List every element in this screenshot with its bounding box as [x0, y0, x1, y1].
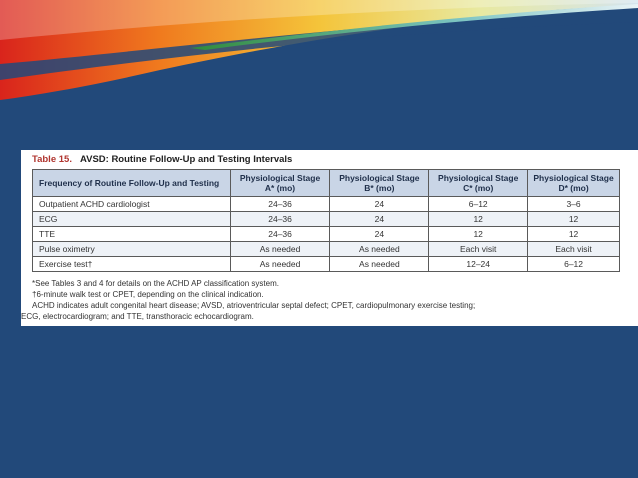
table-row — [33, 212, 620, 227]
table-cell: 24 — [330, 197, 429, 212]
table-number: Table 15. — [32, 154, 72, 165]
header-stage-d: Physiological Stage D* (mo) — [528, 170, 620, 197]
row-label: ECG — [33, 212, 231, 227]
table-cell: As needed — [330, 257, 429, 272]
table-cell: As needed — [230, 242, 330, 257]
header-stage-b: Physiological Stage B* (mo) — [330, 170, 429, 197]
row-label: Outpatient ACHD cardiologist — [33, 197, 231, 212]
table-row — [33, 197, 620, 212]
header-frequency: Frequency of Routine Follow-Up and Testing — [33, 170, 231, 197]
row-label: TTE — [33, 227, 231, 242]
footnote-dagger: †6-minute walk test or CPET, depending on the clinical indication. — [32, 290, 264, 299]
table-cell: 3–6 — [528, 197, 620, 212]
decorative-banner — [0, 0, 638, 110]
table-cell: 12 — [429, 212, 528, 227]
table-cell: 12–24 — [429, 257, 528, 272]
table-row — [33, 242, 620, 257]
row-label: Exercise test† — [33, 257, 231, 272]
table-row — [33, 227, 620, 242]
table-cell: 12 — [528, 227, 620, 242]
table-cell: 24–36 — [230, 197, 330, 212]
table-caption — [32, 154, 292, 165]
table-cell: 24 — [330, 212, 429, 227]
header-stage-c: Physiological Stage C* (mo) — [429, 170, 528, 197]
table-cell: 12 — [528, 212, 620, 227]
table-cell: As needed — [330, 242, 429, 257]
table-row — [33, 257, 620, 272]
footnote-abbreviations: ACHD indicates adult congenital heart disease; AVSD, atrioventricular septal defect; CPET, cardiopulmonary exercise testing; — [32, 301, 476, 310]
header-stage-a: Physiological Stage A* (mo) — [230, 170, 330, 197]
table-title: AVSD: Routine Follow-Up and Testing Intervals — [79, 154, 293, 165]
table-cell: Each visit — [528, 242, 620, 257]
table-footnotes — [21, 278, 633, 322]
table-cell: 12 — [429, 227, 528, 242]
table-header-row — [33, 170, 620, 197]
table-cell: 6–12 — [429, 197, 528, 212]
table-cell: As needed — [230, 257, 330, 272]
follow-up-table — [32, 169, 620, 272]
footnote-abbreviations-cont: ECG, electrocardiogram; and TTE, transthoracic echocardiogram. — [21, 312, 254, 321]
table-cell: Each visit — [429, 242, 528, 257]
table-cell: 24–36 — [230, 227, 330, 242]
table-cell: 24 — [330, 227, 429, 242]
row-label: Pulse oximetry — [33, 242, 231, 257]
footnote-star: *See Tables 3 and 4 for details on the ACHD AP classification system. — [32, 279, 279, 288]
table-cell: 24–36 — [230, 212, 330, 227]
table-slide-card — [21, 150, 638, 326]
table-cell: 6–12 — [528, 257, 620, 272]
